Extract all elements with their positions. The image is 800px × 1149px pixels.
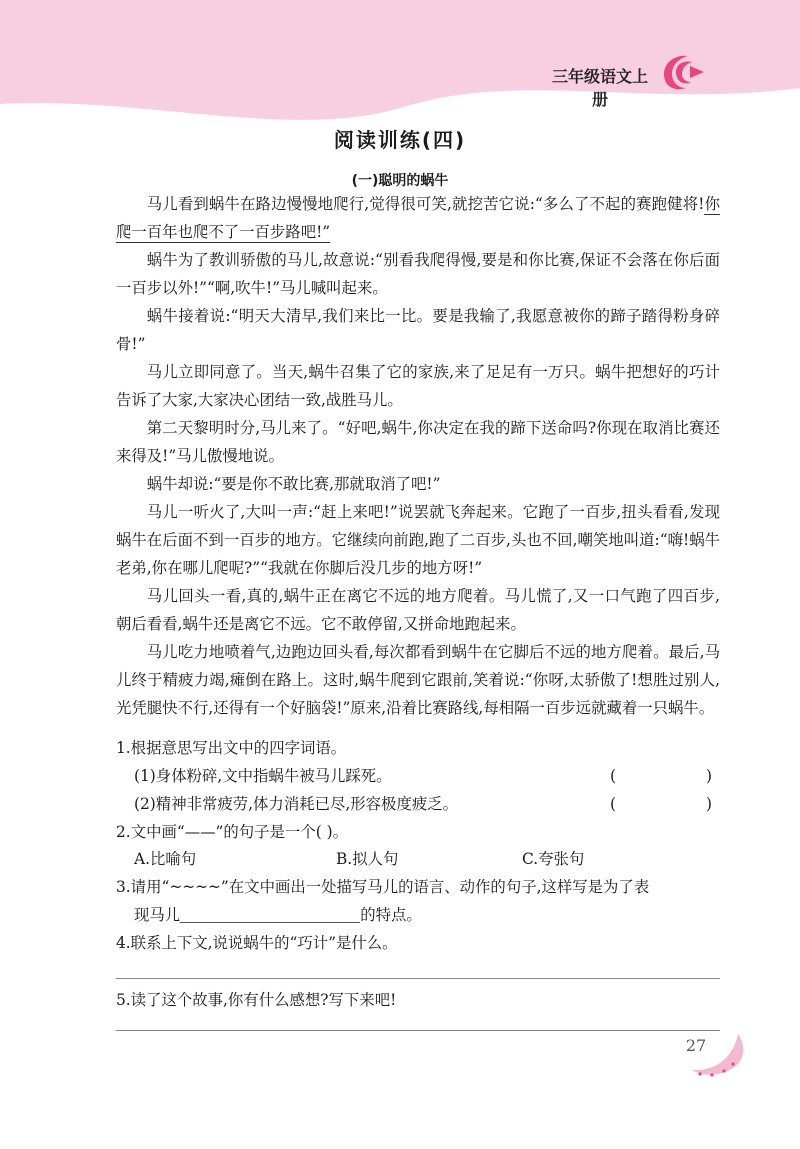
paragraph-6: 蜗牛却说:“要是你不敢比赛,那就取消了吧!” <box>146 475 441 493</box>
paragraph-3: 蜗牛接着说:“明天大清早,我们来比一比。要是我输了,我愿意被你的蹄子踏得粉身碎骨!” <box>116 307 720 353</box>
paragraph-9: 马儿吃力地喷着气,边跑边回头看,每次都看到蜗牛在它脚后不远的地方爬着。最后,马儿终于精疲力竭,瘫倒在路上。这时,蜗牛爬到它跟前,笑着说:“你呀,太骄傲了!想胜过别人,光凭腿快不行,还得有一个好脑袋!”原来,沿着比赛路线,每相隔一百步远就藏着一只蜗牛。 <box>116 643 720 717</box>
answer-paren-close-2: ) <box>706 795 713 813</box>
question-3-cont <box>134 901 734 929</box>
passage-body <box>116 190 720 722</box>
question-1-1: (1)身体粉碎,文中指蜗牛被马儿踩死。 <box>134 767 392 785</box>
paragraph-8: 马儿回头一看,真的,蜗牛正在离它不远的地方爬着。马儿慌了,又一口气跑了四百步,朝后看看,蜗牛还是离它不远。它不敢停留,又拼命地跑起来。 <box>116 587 720 633</box>
option-c: C.夸张句 <box>522 850 585 868</box>
page-number: 27 <box>685 1036 707 1055</box>
question-1-2: (2)精神非常疲劳,体力消耗已尽,形容极度疲乏。 <box>134 795 459 813</box>
answer-line-5[interactable] <box>116 1030 720 1031</box>
answer-paren-open-2: ( <box>610 795 617 813</box>
page-title: 阅读训练(四) <box>333 128 467 152</box>
paragraph-1-text: 马儿看到蜗牛在路边慢慢地爬行,觉得很可笑,就挖苦它说:“多么了不起的赛跑健将! <box>146 195 705 213</box>
underlined-sentence: 你爬一百年也爬不了一百步路吧!” <box>116 195 720 241</box>
question-5: 5.读了这个故事,你有什么感想?写下来吧! <box>116 991 397 1009</box>
swirl-logo-icon <box>660 52 706 94</box>
paragraph-1 <box>116 190 720 246</box>
question-3-text-a: 现马儿 <box>134 906 181 924</box>
book-title: 三年级语文上册 <box>551 67 648 109</box>
passage-title: (一)聪明的蜗牛 <box>351 173 449 189</box>
answer-line-4[interactable] <box>116 978 720 979</box>
question-3: 3.请用“~~~~”在文中画出一处描写马儿的语言、动作的句子,这样写是为了表 <box>116 878 650 896</box>
answer-paren-open-1: ( <box>610 767 617 785</box>
question-1: 1.根据意思写出文中的四字词语。 <box>116 739 347 757</box>
answer-paren-close-1: ) <box>706 767 713 785</box>
paragraph-2: 蜗牛为了教训骄傲的马儿,故意说:“别看我爬得慢,要是和你比赛,保证不会落在你后面一百步以外!”“啊,吹牛!”马儿喊叫起来。 <box>116 251 720 297</box>
option-a: A.比喻句 <box>134 850 197 868</box>
paragraph-7: 马儿一听火了,大叫一声:“赶上来吧!”说罢就飞奔起来。它跑了一百步,扭头看看,发现蜗牛在后面不到一百步的地方。它继续向前跑,跑了二百步,头也不回,嘲笑地叫道:“嗨!蜗牛老弟,你在哪儿爬呢?”“我就在你脚后没几步的地方呀!” <box>116 503 720 577</box>
option-b: B.拟人句 <box>336 850 399 868</box>
question-4: 4.联系上下文,说说蜗牛的“巧计”是什么。 <box>116 934 398 952</box>
answer-blank-3[interactable] <box>180 904 360 923</box>
paragraph-4: 马儿立即同意了。当天,蜗牛召集了它的家族,来了足足有一万只。蜗牛把想好的巧计告诉了大家,大家决心团结一致,战胜马儿。 <box>116 363 720 409</box>
question-3-text-b: 的特点。 <box>360 906 422 924</box>
paragraph-5: 第二天黎明时分,马儿来了。“好吧,蜗牛,你决定在我的蹄下送命吗?你现在取消比赛还来得及!”马儿傲慢地说。 <box>116 419 720 465</box>
question-2: 2.文中画“——”的句子是一个( )。 <box>116 823 349 841</box>
